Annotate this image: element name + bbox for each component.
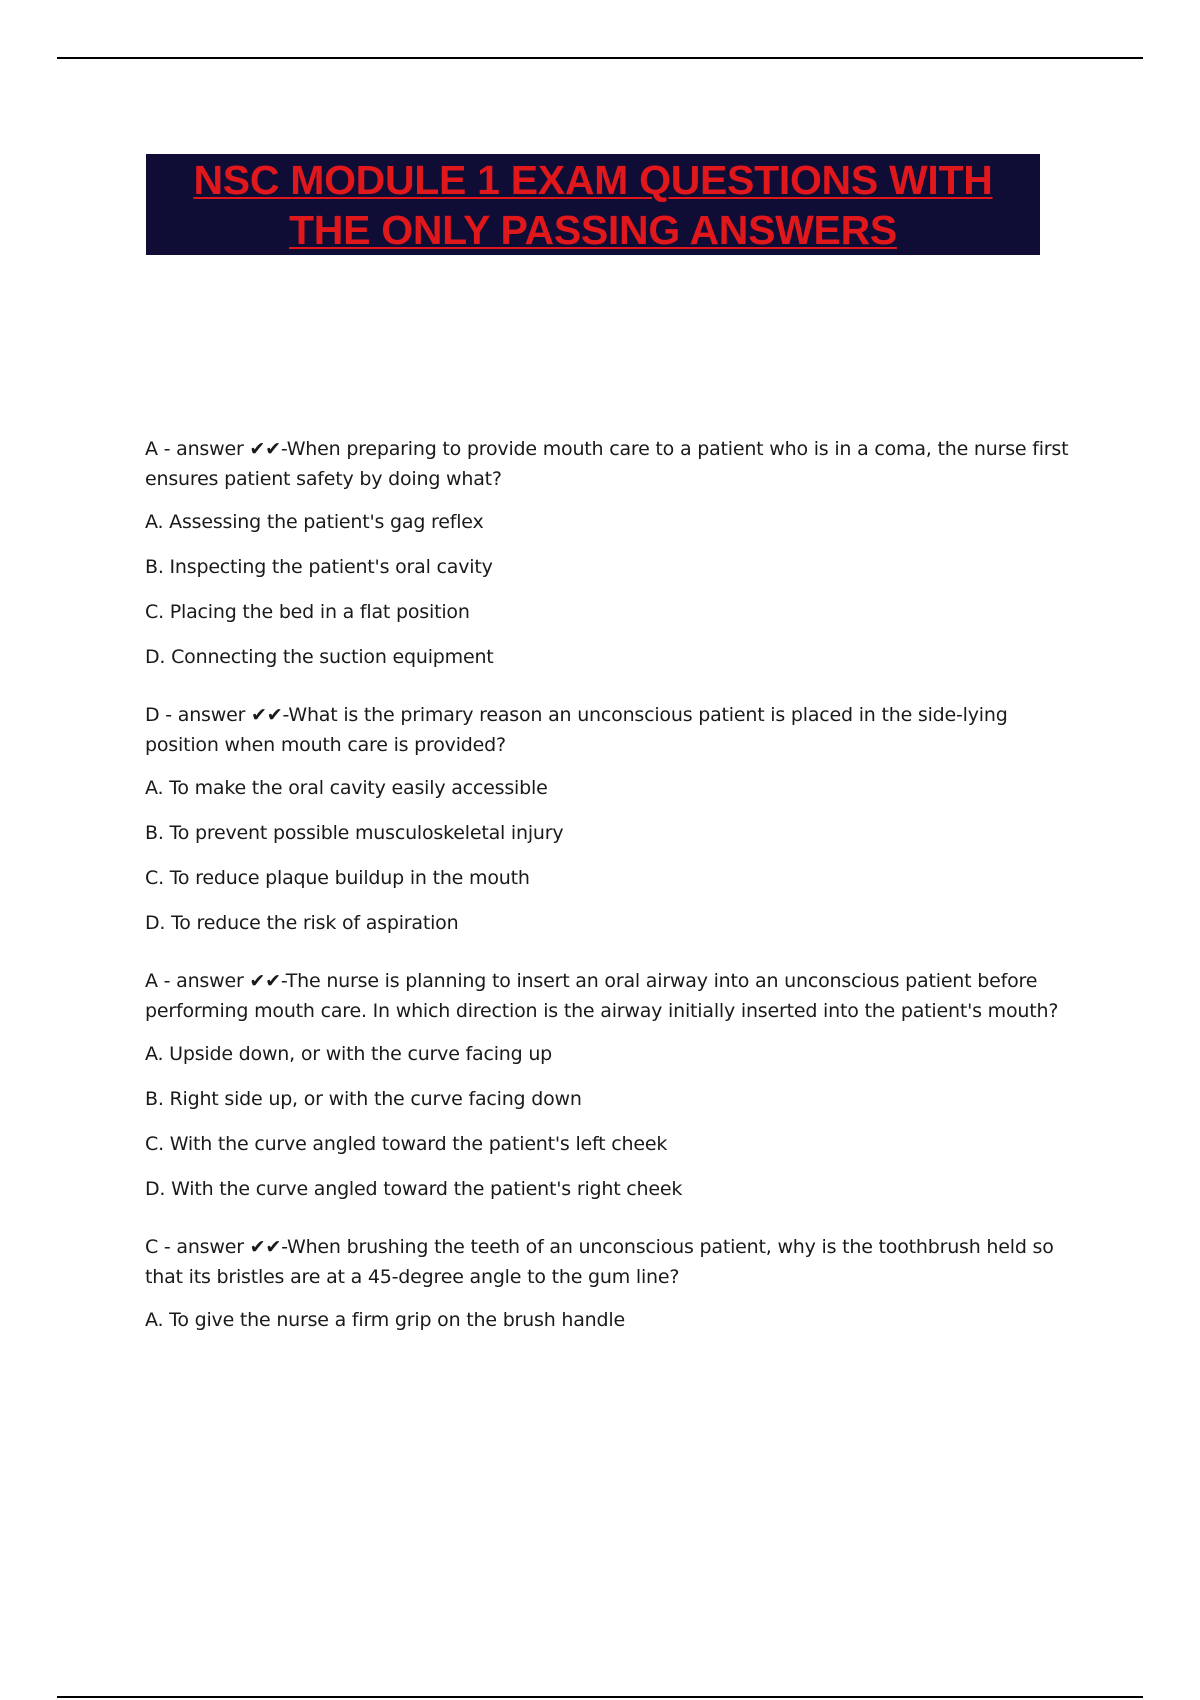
answer-option-a: A. To make the oral cavity easily accessible (145, 777, 548, 799)
answer-option-b: B. To prevent possible musculoskeletal injury (145, 822, 564, 844)
question-block-1 (145, 434, 1085, 672)
question-list (145, 434, 1085, 1363)
header-rule (57, 57, 1143, 59)
document-title (193, 155, 992, 255)
answer-option-d: D. Connecting the suction equipment (145, 646, 494, 668)
answer-option-c: C. Placing the bed in a flat position (145, 601, 470, 623)
answer-option-d: D. To reduce the risk of aspiration (145, 912, 459, 934)
answer-option-a: A. Upside down, or with the curve facing up (145, 1043, 553, 1065)
question-text: D - answer ✔✔-What is the primary reason an unconscious patient is placed in the side-lying position when mouth care is provided? (145, 704, 1008, 756)
question-text: C - answer ✔✔-When brushing the teeth of an unconscious patient, why is the toothbrush held so that its bristles are at a 45-degree angle to the gum line? (145, 1236, 1054, 1288)
document-title-banner (146, 154, 1040, 255)
answer-option-d: D. With the curve angled toward the patient's right cheek (145, 1178, 683, 1200)
question-block-2 (145, 700, 1085, 938)
document-title-line-1: NSC MODULE 1 EXAM QUESTIONS WITH (193, 156, 993, 203)
answer-option-b: B. Inspecting the patient's oral cavity (145, 556, 493, 578)
answer-option-c: C. With the curve angled toward the patient's left cheek (145, 1133, 668, 1155)
footer-rule (57, 1696, 1143, 1698)
question-block-4 (145, 1232, 1085, 1335)
answer-option-a: A. Assessing the patient's gag reflex (145, 511, 484, 533)
question-text: A - answer ✔✔-The nurse is planning to insert an oral airway into an unconscious patient before performing mouth care. In which direction is the airway initially inserted into the patient's mouth? (145, 970, 1059, 1022)
question-block-3 (145, 966, 1085, 1204)
answer-option-c: C. To reduce plaque buildup in the mouth (145, 867, 530, 889)
question-text: A - answer ✔✔-When preparing to provide mouth care to a patient who is in a coma, the nurse first ensures patient safety by doing what? (145, 438, 1069, 490)
answer-option-a: A. To give the nurse a firm grip on the brush handle (145, 1309, 625, 1331)
document-title-line-2: THE ONLY PASSING ANSWERS (289, 206, 897, 253)
answer-option-b: B. Right side up, or with the curve facing down (145, 1088, 582, 1110)
